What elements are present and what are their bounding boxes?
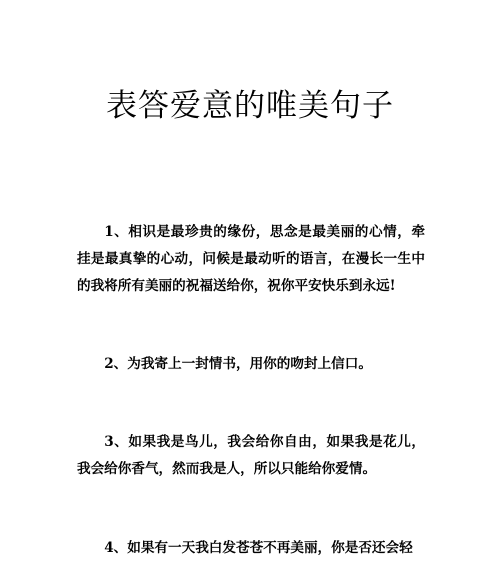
paragraph-2: 2、为我寄上一封情书，用你的吻封上信口。 (104, 356, 372, 372)
document-title: 表答爱意的唯美句子 (106, 88, 394, 124)
paragraph-4: 4、如果有一天我白发苍苍不再美丽，你是否还会轻 (104, 540, 413, 556)
paragraph-1: 1、相识是最珍贵的缘份，思念是最美丽的心情，牵挂是最真挚的心动，问候是最动听的语言，在漫长一生中的我将所有美丽的祝福送给你，祝你平安快乐到永远! (77, 224, 425, 294)
paragraph-3: 3、如果我是鸟儿，我会给你自由，如果我是花儿，我会给你香气，然而我是人，所以只能给你爱情。 (77, 434, 425, 477)
